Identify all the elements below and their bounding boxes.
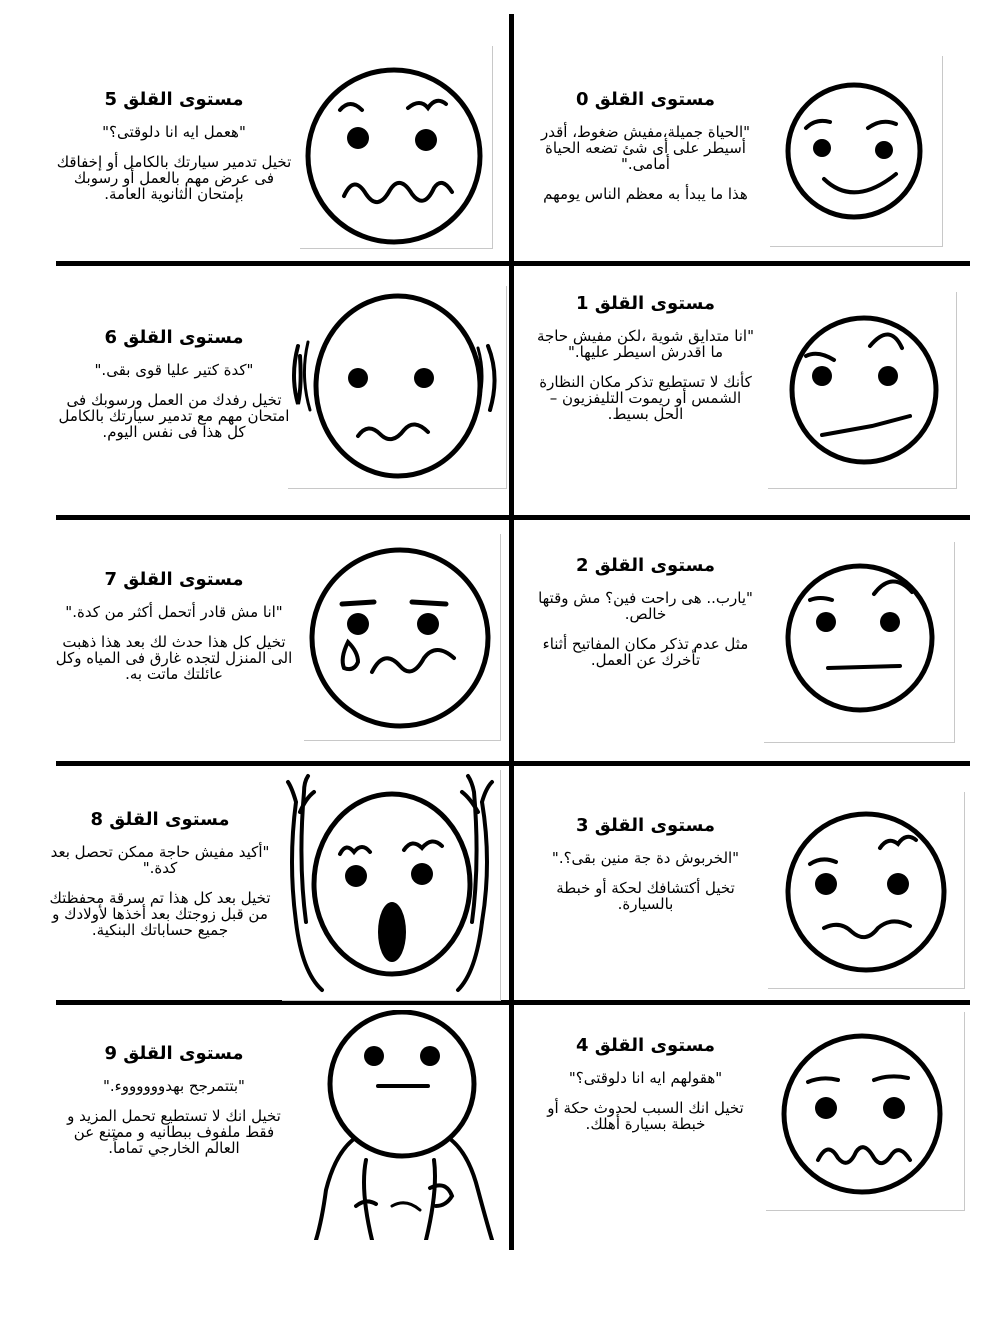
level-2-title: مستوى القلق 2 xyxy=(575,555,716,576)
level-7-text xyxy=(54,569,294,683)
screaming-face-icon xyxy=(282,772,502,998)
level-5-text xyxy=(54,89,294,203)
row-divider-4 xyxy=(56,1000,970,1005)
level-3-desc: تخيل أكتشافك لحكة أو خبطة بالسيارة. xyxy=(556,879,735,913)
anxious-face-icon xyxy=(770,1020,960,1210)
level-8-text xyxy=(40,809,280,939)
level-4-title: مستوى القلق 4 xyxy=(575,1035,716,1056)
level-1-quote: "انا متدايق شوية ،لكن مفيش حاجة ما اقدرش اسيطر عليها." xyxy=(536,327,755,361)
level-5-quote: "هعمل ايه انا دلوقتى؟" xyxy=(102,123,246,141)
center-divider xyxy=(509,14,514,1250)
level-6-quote: "كدة كتير عليا قوى بقى." xyxy=(94,361,254,379)
overwhelmed-face-icon xyxy=(288,286,508,486)
level-4-quote: "هقولهم ايه انا دلوقتى؟" xyxy=(568,1069,723,1087)
row-divider-1 xyxy=(56,261,970,266)
level-8-desc: تخيل بعد كل هذا تم سرقة محفظتك من قبل زوجتك بعد أخذها لأولادك و جميع حساباتك البنكية. xyxy=(49,889,271,939)
level-4-desc: تخيل انك السبب لحدوث حكة أو خبطة بسيارة أهلك. xyxy=(547,1099,744,1133)
level-5-desc: تخيل تدمير سيارتك بالكامل أو إخفاقك فى عرض مهم بالعمل أو رسوبك بإمتحان الثانوية العامة. xyxy=(56,153,292,203)
crying-face-icon xyxy=(304,538,504,738)
level-0-quote: "الحياة جميلة،مفيش ضغوط، أقدر أسيطر على أى شئ تضعه الحياة أمامى." xyxy=(540,123,751,173)
row-divider-2 xyxy=(56,515,970,520)
level-3-quote: "الخربوش دة جة منين بقى؟." xyxy=(551,849,740,867)
confident-face-icon xyxy=(772,298,952,478)
puzzled-face-icon xyxy=(770,550,950,730)
level-6-desc: تخيل رفدك من العمل ورسوبك فى امتحان مهم مع تدمير سيارتك بالكامل كل هذا فى نفس اليوم. xyxy=(58,391,290,441)
level-4-text xyxy=(533,1035,758,1133)
level-9-text xyxy=(54,1043,294,1157)
level-9-quote: "بتتمرجح بهدووووووء." xyxy=(103,1077,245,1095)
level-0-text xyxy=(533,89,758,203)
level-0-desc: هذا ما يبدأ به معظم الناس يومهم xyxy=(543,185,748,203)
level-3-title: مستوى القلق 3 xyxy=(575,815,716,836)
level-3-text xyxy=(533,815,758,913)
level-1-desc: كأنك لا تستطيع تذكر مكان النظارة الشمس أو ريموت التليفزيون – الحل بسيط. xyxy=(539,373,752,423)
level-0-title: مستوى القلق 0 xyxy=(575,89,716,110)
level-6-text xyxy=(54,327,294,441)
level-8-title: مستوى القلق 8 xyxy=(90,809,230,830)
level-6-title: مستوى القلق 6 xyxy=(104,327,244,348)
level-2-text xyxy=(533,555,758,669)
level-7-quote: "انا مش قادر أتحمل أكثر من كدة." xyxy=(65,603,283,621)
level-2-quote: "يارب.. هى راحت فين؟ مش وقتها خالص. xyxy=(538,589,753,623)
level-7-title: مستوى القلق 7 xyxy=(104,569,244,590)
smiling-face-icon xyxy=(772,66,942,236)
level-9-desc: تخيل انك لا تستطيع تحمل المزيد و فقط ملفوف ببطانيه و ممتنع عن العالم الخارجي تماماً. xyxy=(67,1107,281,1157)
level-2-desc: مثل عدم تذكر مكان المفاتيح أثناء تأخرك عن العمل. xyxy=(542,635,749,669)
row-divider-3 xyxy=(56,761,970,766)
level-8-quote: "أكيد مفيش حاجة ممكن تحصل بعد كدة." xyxy=(50,843,270,877)
stressed-face-icon xyxy=(300,60,490,250)
level-5-title: مستوى القلق 5 xyxy=(104,89,244,110)
level-7-desc: تخيل كل هذا حدث لك بعد هذا ذهبت الى المنزل لتجده غارق فى المياه وكل عائلتك ماتت به. xyxy=(55,633,293,683)
level-1-title: مستوى القلق 1 xyxy=(575,293,716,314)
blanket-face-icon xyxy=(296,1010,506,1240)
level-9-title: مستوى القلق 9 xyxy=(104,1043,244,1064)
level-1-text xyxy=(533,293,758,423)
worried-face-icon xyxy=(770,798,960,988)
